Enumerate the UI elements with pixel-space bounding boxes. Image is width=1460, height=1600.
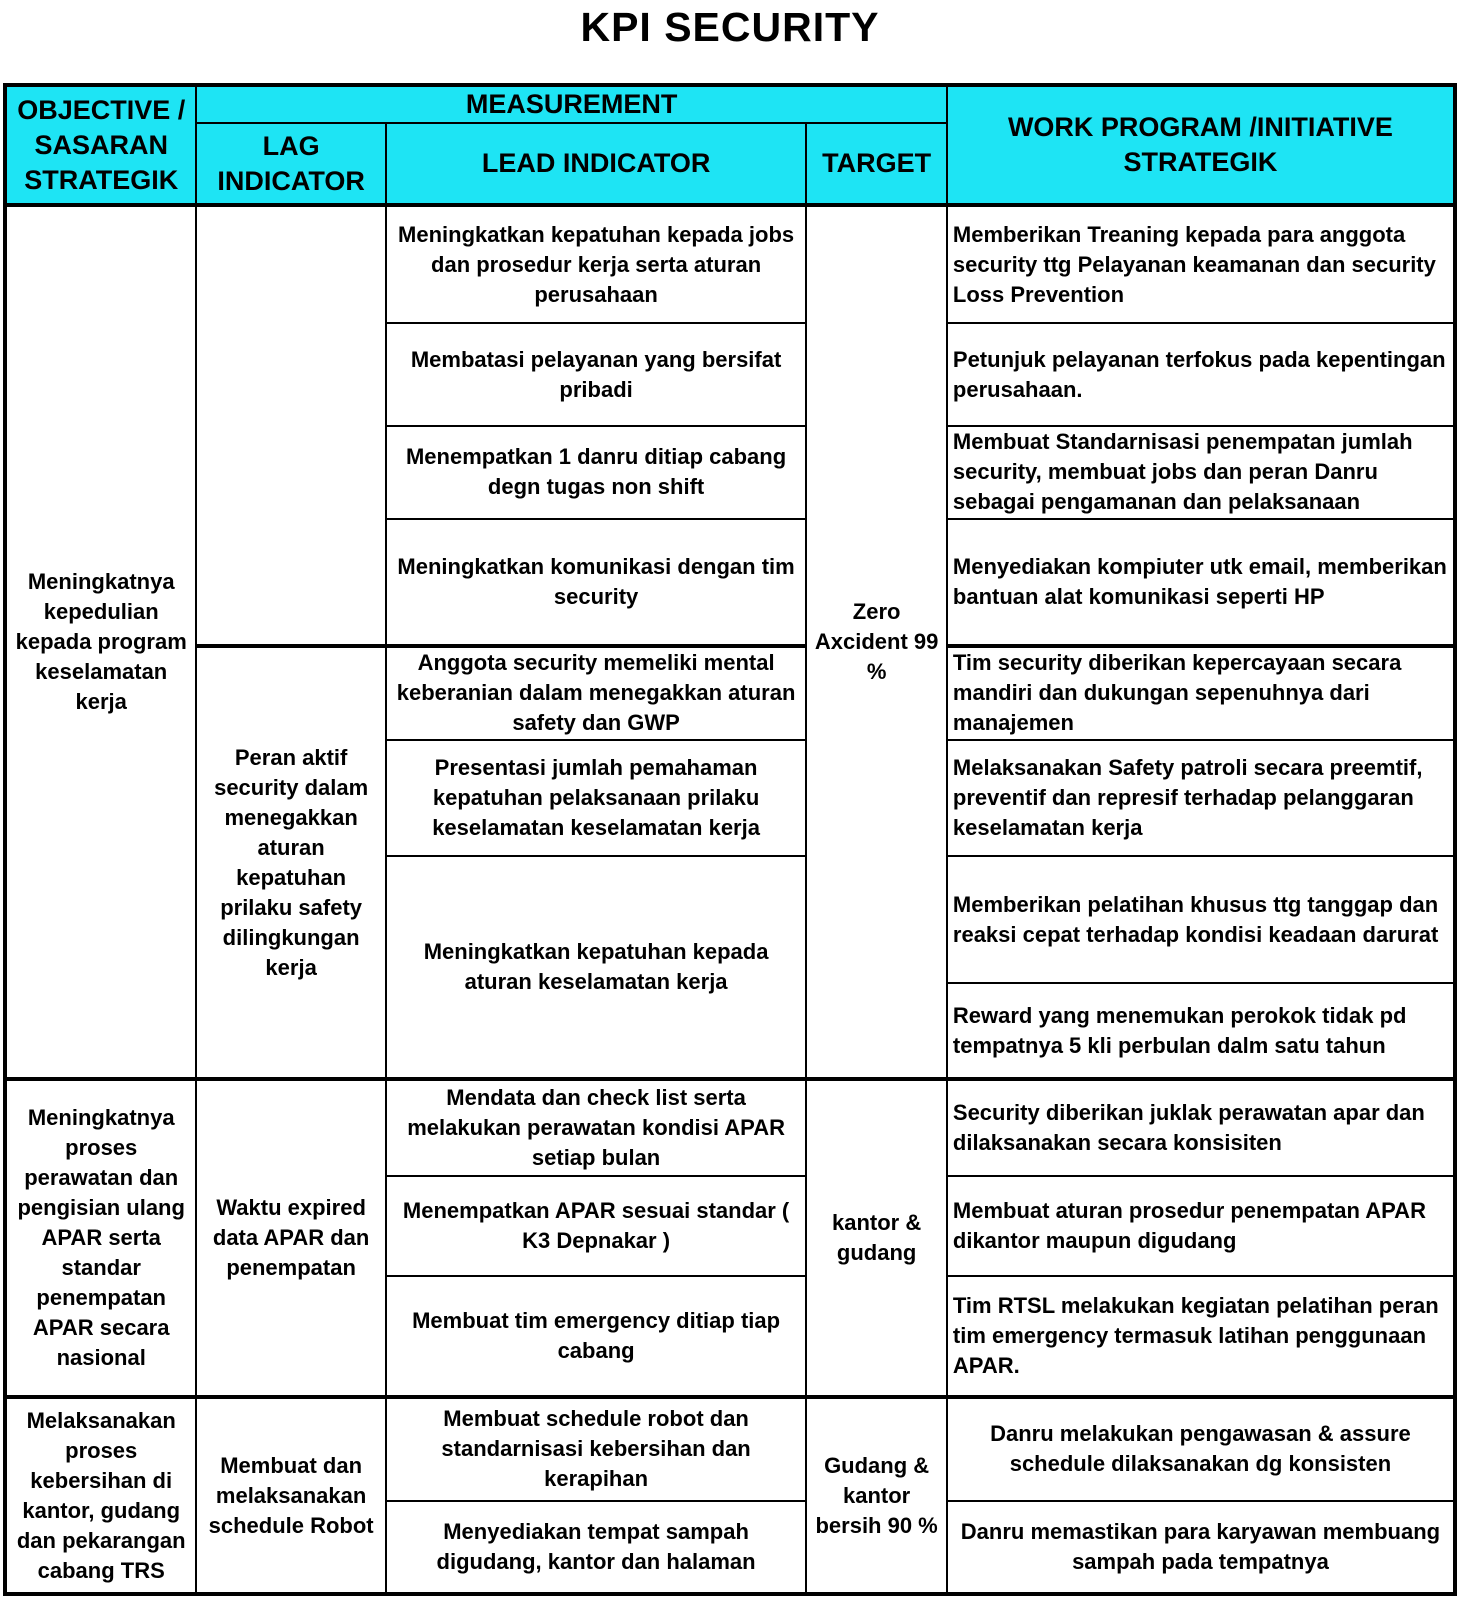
lead-indicator-cell: Menempatkan APAR sesuai standar ( K3 Depnakar ) [386,1176,807,1275]
work-program-cell: Membuat aturan prosedur penempatan APAR dikantor maupun digudang [947,1176,1455,1275]
objective-cell: Meningkatnya kepedulian kepada program keselamatan kerja [5,205,196,1078]
work-program-cell: Danru melakukan pengawasan & assure schedule dilaksanakan dg konsisten [947,1397,1455,1500]
kpi-table [3,83,1457,1596]
target-cell: Gudang & kantor bersih 90 % [806,1397,947,1594]
work-program-cell: Menyediakan kompiuter utk email, memberikan bantuan alat komunikasi seperti HP [947,519,1455,647]
lead-indicator-cell: Menyediakan tempat sampah digudang, kantor dan halaman [386,1501,807,1595]
work-program-cell: Membuat Standarnisasi penempatan jumlah security, membuat jobs dan peran Danru sebagai pengamanan dan pelaksanaan [947,426,1455,518]
work-program-cell: Memberikan Treaning kepada para anggota security ttg Pelayanan keamanan dan security Loss Prevention [947,205,1455,322]
target-cell: kantor & gudang [806,1079,947,1397]
objective-cell: Meningkatnya proses perawatan dan pengisian ulang APAR serta standar penempatan APAR secara nasional [5,1079,196,1397]
work-program-cell: Memberikan pelatihan khusus ttg tanggap dan reaksi cepat terhadap kondisi keadaan darurat [947,856,1455,984]
header-target: TARGET [806,123,947,205]
header-lead-indicator: LEAD INDICATOR [386,123,807,205]
work-program-cell: Reward yang menemukan perokok tidak pd tempatnya 5 kli perbulan dalm satu tahun [947,983,1455,1078]
header-objective: OBJECTIVE / SASARAN STRATEGIK [5,85,196,205]
lead-indicator-cell: Membuat schedule robot dan standarnisasi kebersihan dan kerapihan [386,1397,807,1500]
lead-indicator-cell: Membatasi pelayanan yang bersifat pribadi [386,323,807,426]
lead-indicator-cell: Meningkatkan komunikasi dengan tim security [386,519,807,647]
work-program-cell: Danru memastikan para karyawan membuang sampah pada tempatnya [947,1501,1455,1595]
work-program-cell: Petunjuk pelayanan terfokus pada kepentingan perusahaan. [947,323,1455,426]
lead-indicator-cell: Anggota security memeliki mental keberanian dalam menegakkan aturan safety dan GWP [386,646,807,739]
target-cell: Zero Axcident 99 % [806,205,947,1078]
work-program-cell: Security diberikan juklak perawatan apar dan dilaksanakan secara konsisiten [947,1079,1455,1176]
work-program-cell: Melaksanakan Safety patroli secara preemtif, preventif dan represif terhadap pelanggaran keselamatan kerja [947,740,1455,856]
work-program-cell: Tim RTSL melakukan kegiatan pelatihan peran tim emergency termasuk latihan penggunaan APAR. [947,1276,1455,1397]
lead-indicator-cell: Membuat tim emergency ditiap tiap cabang [386,1276,807,1397]
lag-indicator-cell: Peran aktif security dalam menegakkan aturan kepatuhan prilaku safety dilingkungan kerja [196,646,385,1079]
header-work-program: WORK PROGRAM /INITIATIVE STRATEGIK [947,85,1455,205]
lead-indicator-cell: Meningkatkan kepatuhan kepada aturan keselamatan kerja [386,856,807,1079]
page-title: KPI SECURITY [580,4,880,50]
lag-indicator-cell [196,205,385,646]
lead-indicator-cell: Menempatkan 1 danru ditiap cabang degn tugas non shift [386,426,807,518]
lead-indicator-cell: Presentasi jumlah pemahaman kepatuhan pelaksanaan prilaku keselamatan keselamatan kerja [386,740,807,856]
lead-indicator-cell: Mendata dan check list serta melakukan perawatan kondisi APAR setiap bulan [386,1079,807,1176]
lag-indicator-cell: Waktu expired data APAR dan penempatan [196,1079,385,1397]
work-program-cell: Tim security diberikan kepercayaan secara mandiri dan dukungan sepenuhnya dari manajemen [947,646,1455,739]
objective-cell: Melaksanakan proses kebersihan di kantor, gudang dan pekarangan cabang TRS [5,1397,196,1594]
header-measurement: MEASUREMENT [196,85,946,123]
header-lag-indicator: LAG INDICATOR [196,123,385,205]
lag-indicator-cell: Membuat dan melaksanakan schedule Robot [196,1397,385,1594]
lead-indicator-cell: Meningkatkan kepatuhan kepada jobs dan prosedur kerja serta aturan perusahaan [386,205,807,322]
